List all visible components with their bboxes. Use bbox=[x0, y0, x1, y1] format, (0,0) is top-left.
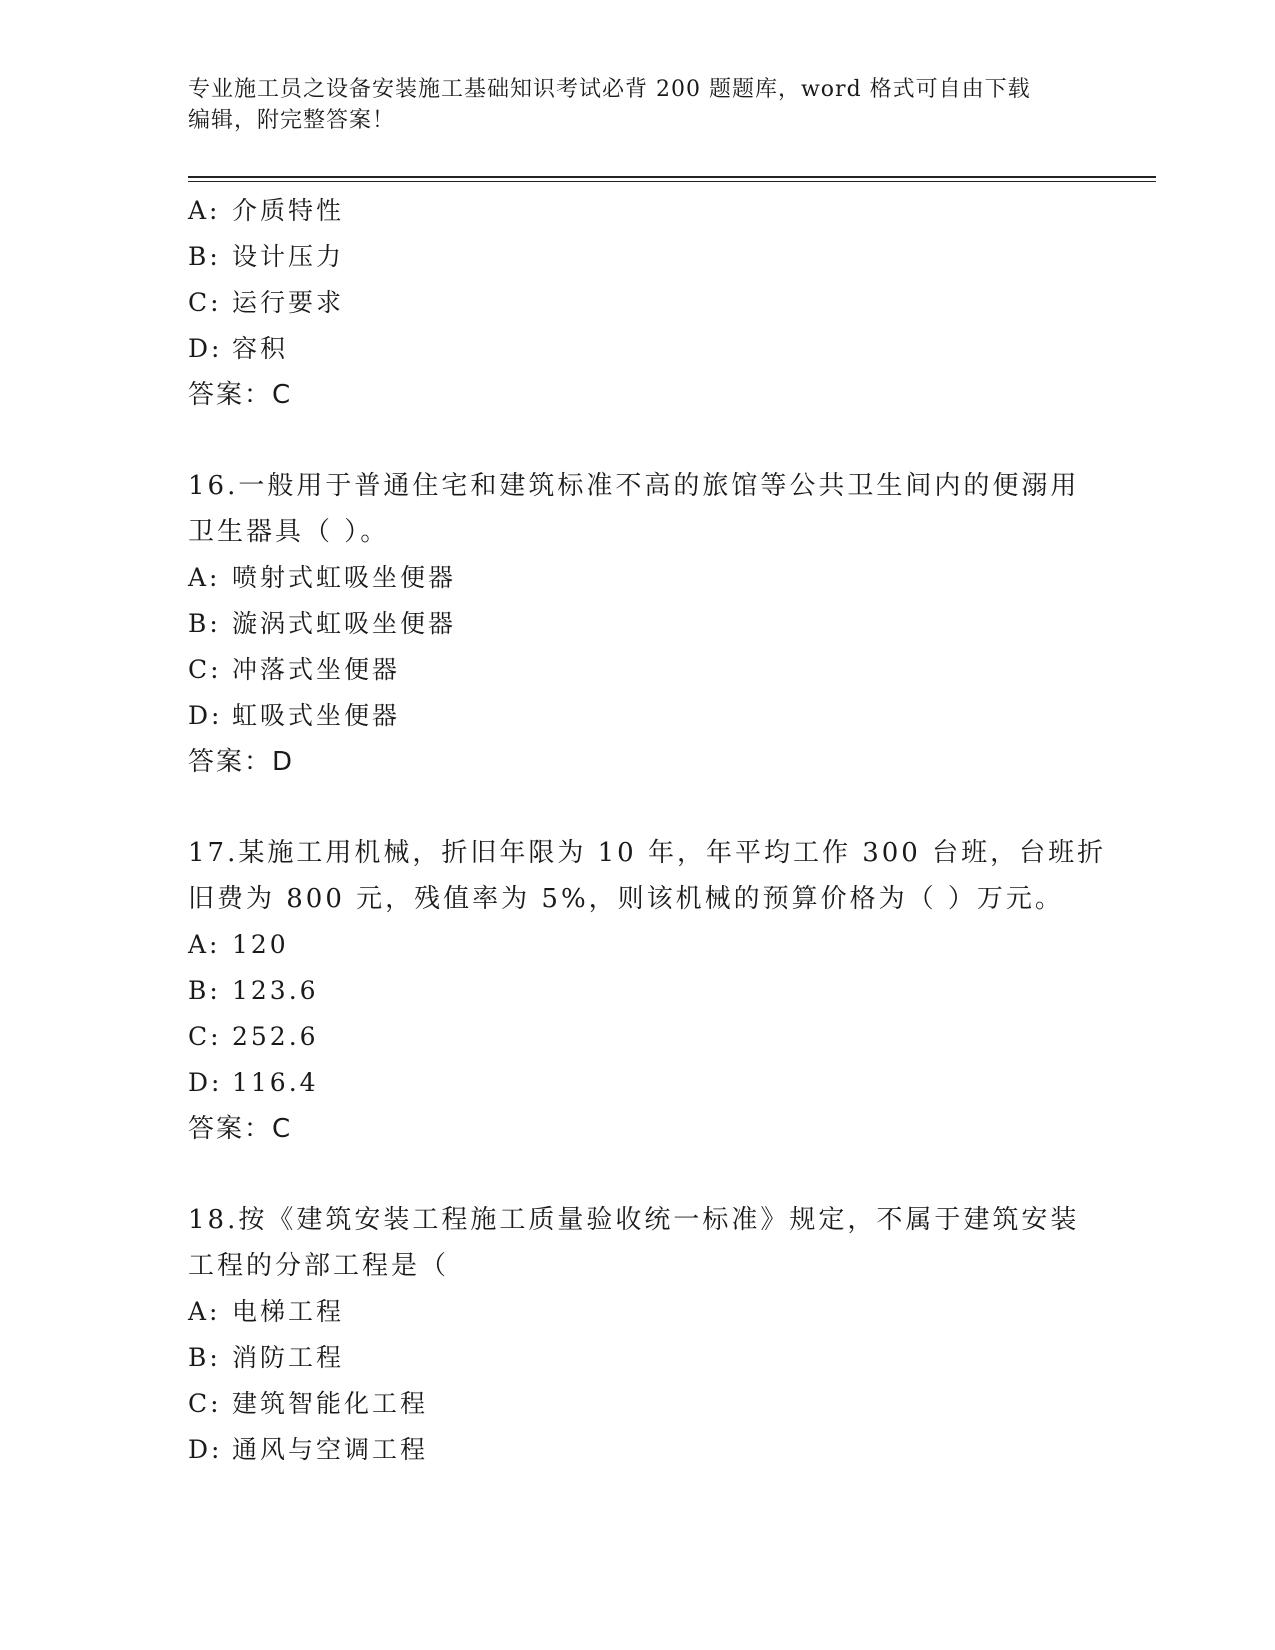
header-line-2: 编辑，附完整答案！ bbox=[188, 108, 396, 133]
option-label: A: bbox=[188, 1297, 221, 1326]
option-text: 运行要求 bbox=[232, 288, 345, 317]
option-c bbox=[188, 1014, 1088, 1060]
header-divider-thick bbox=[188, 176, 1156, 178]
option-text: 消防工程 bbox=[232, 1343, 345, 1372]
option-text: 116.4 bbox=[232, 1068, 319, 1097]
option-text: 喷射式虹吸坐便器 bbox=[232, 563, 457, 592]
option-label: B: bbox=[188, 609, 221, 638]
option-d bbox=[188, 1427, 1088, 1473]
question-18-block bbox=[188, 1197, 1088, 1473]
question-stem-continued: 旧费为 800 元，残值率为 5%，则该机械的预算价格为（ ）万元。 bbox=[188, 884, 1064, 914]
option-label: D: bbox=[188, 334, 223, 363]
option-label: B: bbox=[188, 976, 221, 1005]
option-text: 容积 bbox=[232, 334, 289, 363]
question-list bbox=[188, 188, 1107, 1473]
option-a bbox=[188, 555, 1088, 601]
option-b bbox=[188, 968, 1088, 1014]
question-stem: 18.按《建筑安装工程施工质量验收统一标准》规定，不属于建筑安装 bbox=[188, 1205, 1080, 1235]
question-stem: 16.一般用于普通住宅和建筑标准不高的旅馆等公共卫生间内的便溺用 bbox=[188, 471, 1080, 501]
option-a bbox=[188, 188, 1088, 234]
option-b bbox=[188, 601, 1088, 647]
option-c bbox=[188, 280, 1088, 326]
document-header bbox=[188, 74, 1068, 136]
option-label: A: bbox=[188, 563, 221, 592]
option-label: A: bbox=[188, 196, 221, 225]
option-text: 设计压力 bbox=[232, 242, 345, 271]
option-text: 介质特性 bbox=[232, 196, 345, 225]
option-label: C: bbox=[188, 288, 222, 317]
question-15-block bbox=[188, 188, 1088, 418]
option-text: 252.6 bbox=[232, 1022, 319, 1051]
option-d bbox=[188, 1060, 1088, 1106]
option-label: C: bbox=[188, 1389, 222, 1418]
option-label: B: bbox=[188, 242, 221, 271]
question-16-block bbox=[188, 463, 1088, 785]
option-label: C: bbox=[188, 1022, 222, 1051]
option-text: 漩涡式虹吸坐便器 bbox=[232, 609, 457, 638]
option-text: 冲落式坐便器 bbox=[232, 655, 401, 684]
option-b bbox=[188, 234, 1088, 280]
answer-line: 答案：D bbox=[188, 747, 295, 777]
option-a bbox=[188, 922, 1088, 968]
option-c bbox=[188, 1381, 1088, 1427]
option-label: D: bbox=[188, 701, 223, 730]
option-label: A: bbox=[188, 930, 221, 959]
header-divider-thin bbox=[188, 181, 1156, 182]
option-text: 建筑智能化工程 bbox=[232, 1389, 429, 1418]
option-text: 虹吸式坐便器 bbox=[232, 701, 401, 730]
option-text: 通风与空调工程 bbox=[232, 1435, 429, 1464]
option-b bbox=[188, 1335, 1088, 1381]
option-c bbox=[188, 647, 1088, 693]
question-stem-continued: 工程的分部工程是（ bbox=[188, 1251, 450, 1281]
option-d bbox=[188, 693, 1088, 739]
option-label: D: bbox=[188, 1435, 223, 1464]
option-label: B: bbox=[188, 1343, 221, 1372]
option-text: 120 bbox=[232, 930, 289, 959]
header-line-1: 专业施工员之设备安装施工基础知识考试必背 200 题题库，word 格式可自由下载 bbox=[188, 77, 1031, 102]
question-stem-continued: 卫生器具（ ）。 bbox=[188, 517, 390, 547]
answer-line: 答案：C bbox=[188, 380, 293, 410]
option-a bbox=[188, 1289, 1088, 1335]
option-d bbox=[188, 326, 1088, 372]
option-text: 123.6 bbox=[232, 976, 319, 1005]
question-17-block bbox=[188, 830, 1107, 1152]
option-label: C: bbox=[188, 655, 222, 684]
option-text: 电梯工程 bbox=[232, 1297, 345, 1326]
question-stem: 17.某施工用机械，折旧年限为 10 年，年平均工作 300 台班，台班折 bbox=[188, 838, 1107, 868]
answer-line: 答案：C bbox=[188, 1114, 293, 1144]
option-label: D: bbox=[188, 1068, 223, 1097]
